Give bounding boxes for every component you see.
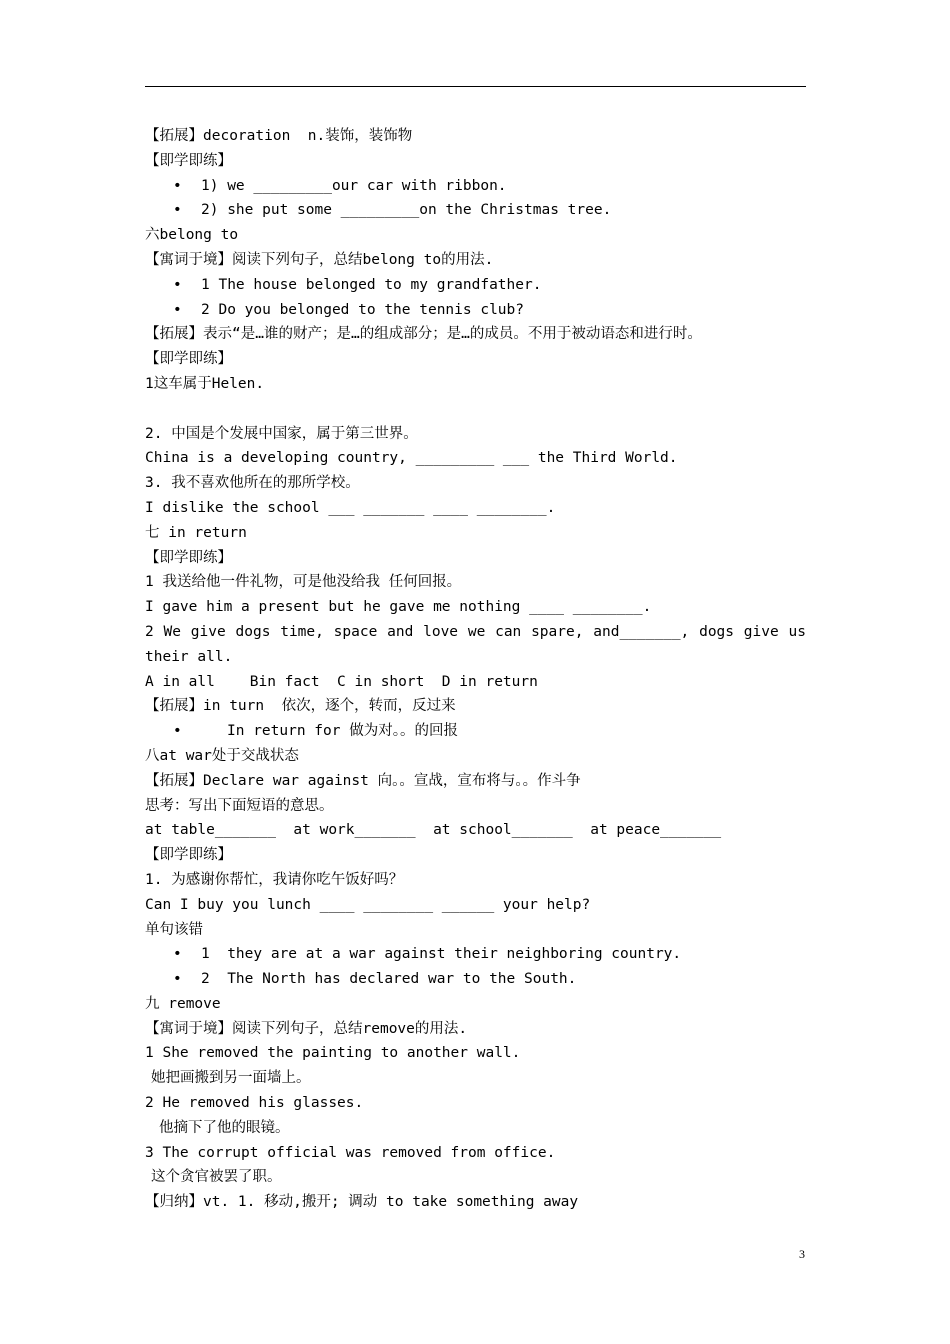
text-line: Can I buy you lunch ____ ________ ______ your help? (145, 896, 591, 913)
text-line: 2 We give dogs time, space and love we can spare, and_______, dogs give us (145, 623, 806, 640)
section-heading: 【即学即练】 (145, 549, 232, 566)
section-heading: 八at war处于交战状态 (145, 747, 299, 764)
section-heading: 六belong to (145, 227, 239, 244)
bullet-item: • 2 The North has declared war to the South. (145, 967, 806, 992)
text-line: 思考：写出下面短语的意思。 (145, 797, 334, 814)
bullet-icon: • (173, 301, 182, 318)
bullet-item: • 2 Do you belonged to the tennis club? (145, 298, 806, 323)
text-line: their all. (145, 648, 233, 665)
text-line: 【拓展】Declare war against 向。。宣战，宣布将与。。作斗争 (145, 772, 581, 789)
section-heading: 九 remove (145, 995, 221, 1012)
bullet-icon: • (173, 202, 182, 219)
text-line: 1 我送给他一件礼物，可是他没给我 任何回报。 (145, 574, 462, 591)
bullet-item: • 1 they are at a war against their neighboring country. (145, 942, 806, 967)
text-line: I gave him a present but he gave me nothing ____ ________. (145, 599, 652, 616)
page-content (145, 124, 806, 1215)
text-line: 1这车属于Helen. (145, 375, 265, 392)
page-number: 3 (799, 1247, 805, 1261)
text-line: 【拓展】in turn 依次，逐个，转而，反过来 (145, 698, 456, 715)
text-line: 单句该错 (145, 921, 203, 938)
header-rule (145, 86, 806, 87)
text-line: 2 He removed his glasses. (145, 1095, 364, 1112)
text-line: A in all Bin fact C in short D in return (145, 673, 538, 690)
text-line: 2. 中国是个发展中国家，属于第三世界。 (145, 425, 418, 442)
bullet-item: • 1 The house belonged to my grandfather. (145, 273, 806, 298)
bullet-icon: • (173, 971, 182, 988)
text-line: 3 The corrupt official was removed from office. (145, 1144, 556, 1161)
section-heading: 七 in return (145, 524, 247, 541)
text-line: 【归纳】vt. 1. 移动,搬开; 调动 to take something away (145, 1194, 579, 1211)
text-line: 【寓词于境】阅读下列句子，总结belong to的用法. (145, 251, 494, 268)
text-line: 【寓词于境】阅读下列句子，总结remove的用法. (145, 1020, 468, 1037)
text-line: 【拓展】decoration n.装饰，装饰物 (145, 128, 413, 144)
text-line: 【拓展】表示“是…谁的财产；是…的组成部分；是…的成员。不用于被动语态和进行时。 (145, 326, 702, 343)
bullet-item: • 2) she put some _________on the Christmas tree. (145, 198, 806, 223)
bullet-item: • In return for 做为对。。的回报 (145, 719, 806, 744)
text-line: 1. 为感谢你帮忙，我请你吃午饭好吗？ (145, 871, 404, 888)
section-heading: 【即学即练】 (145, 152, 232, 169)
bullet-item: • 1) we _________our car with ribbon. (145, 174, 806, 199)
bullet-icon: • (173, 276, 182, 293)
text-line: 3. 我不喜欢他所在的那所学校。 (145, 475, 360, 492)
text-line: 这个贪官被罢了职。 (151, 1169, 282, 1186)
text-line: China is a developing country, _________ ___ the Third World. (145, 450, 678, 467)
section-heading: 【即学即练】 (145, 847, 232, 864)
section-heading: 【即学即练】 (145, 351, 232, 368)
text-line: I dislike the school ___ _______ ____ ________. (145, 499, 556, 516)
text-line: 他摘下了他的眼镜。 (159, 1119, 290, 1136)
bullet-icon: • (173, 177, 182, 194)
bullet-icon: • (173, 946, 182, 963)
blank-line (145, 397, 806, 422)
text-line: at table_______ at work_______ at school_______ at peace_______ (145, 822, 722, 839)
bullet-icon: • (173, 723, 182, 740)
text-line: 1 She removed the painting to another wall. (145, 1045, 521, 1062)
text-line: 她把画搬到另一面墙上。 (151, 1070, 311, 1087)
